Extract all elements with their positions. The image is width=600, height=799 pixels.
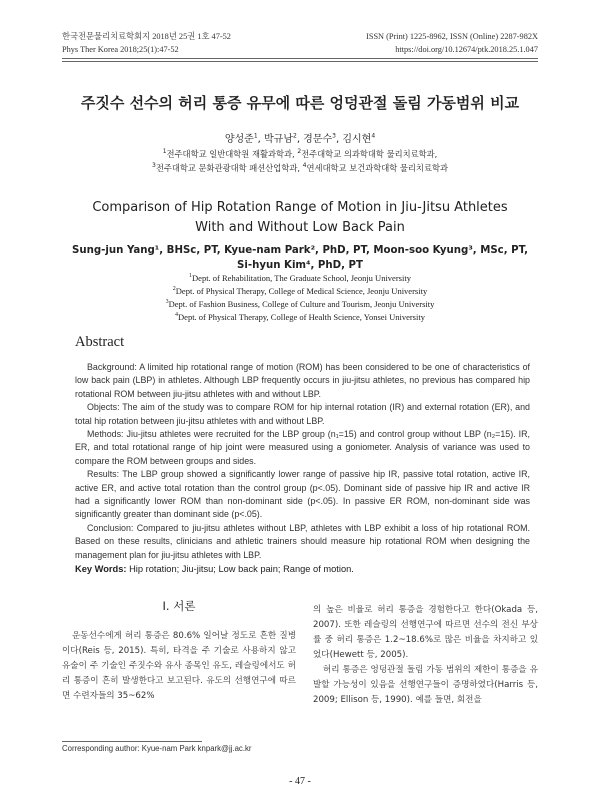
body-paragraph: 운동선수에게 허리 통증은 80.6% 일어날 정도로 흔한 질병이다(Reis 등, 2015). 특히, 타격을 주 기술로 사용하지 않고 유술이 주 기술인 주짓수와 유사 종목인 유도, 레슬링에서도 허리 통증이 흔히 발생한다고 보고된다. 유도의 선행연구에 따르면 수련자들의 35~62% bbox=[62, 631, 296, 701]
korean-affiliation: 연세대학교 보건과학대학 물리치료학과 bbox=[306, 163, 448, 173]
header-rule-2 bbox=[62, 61, 538, 62]
affiliation-text: Dept. of Rehabilitation, The Graduate School, Jeonju University bbox=[192, 273, 411, 283]
abstract-heading: Abstract bbox=[75, 334, 125, 350]
running-header-right bbox=[366, 30, 538, 56]
issn: ISSN (Print) 1225-8962, ISSN (Online) 2287-982X bbox=[366, 32, 538, 41]
english-authors-line-1: Sung-jun Yang¹, BHSc, PT, Kyue-nam Park², PhD, PT, Moon-soo Kyung³, MSc, PT, bbox=[72, 245, 528, 256]
abstract-results: Results: The LBP group showed a significantly lower range of passive hip IR, passive total rotation, active IR, active ER, and active total rotation than the control group (p<.05). Dominant side of passive hip IR and active IR had a significantly lower ROM than non-dominant side (p<.05). In passive ER ROM, non-dominant side was significantly greater than dominant side (p<.05). bbox=[75, 469, 530, 520]
abstract-methods: Methods: Jiu-jitsu athletes were recruited for the LBP group (n₁=15) and control group without LBP (n₂=15). IR, ER, and total rotational range of hip joint were measured using a goniometer. Analysis of variance was used to compare the ROM between groups and sides. bbox=[75, 429, 530, 466]
affil-sup: 4 bbox=[302, 162, 307, 170]
abstract-background: Background: A limited hip rotational range of motion (ROM) has been considered to be one of characteristics of low back pain (LBP) in athletes. Although LBP frequently occurs in jiu-jitsu athletes, no previous has compared hip rotational ROM between jiu-jitsu athletes with and without LBP. bbox=[75, 362, 530, 399]
journal-citation: Phys Ther Korea 2018;25(1):47-52 bbox=[62, 45, 179, 54]
body-column-right bbox=[313, 603, 538, 708]
affil-sup: 3 bbox=[152, 162, 156, 170]
abstract-conclusion: Conclusion: Compared to jiu-jitsu athletes without LBP, athletes with LBP exhibit a loss of hip rotational ROM. Based on these results, clinicians and athletic trainers should measure hip rotational ROM when designing the management plan for jiu-jitsu athletes with LBP. bbox=[75, 522, 530, 560]
english-affiliation bbox=[0, 272, 600, 285]
affil-sup: 4 bbox=[175, 312, 179, 319]
english-authors-line-2: Si-hyun Kim⁴, PhD, PT bbox=[237, 260, 363, 271]
english-affiliation bbox=[0, 285, 600, 298]
doi-link[interactable]: https://doi.org/10.12674/ptk.2018.25.1.047 bbox=[395, 45, 538, 54]
keywords-label: Key Words: bbox=[75, 564, 127, 574]
english-title bbox=[0, 198, 600, 238]
english-affiliation bbox=[0, 298, 600, 311]
running-header-left bbox=[62, 30, 231, 56]
korean-author: 양성준 bbox=[224, 134, 254, 145]
korean-author: 박규남 bbox=[264, 134, 293, 145]
korean-affiliation: 전주대학교 의과학대학 물리치료학과, bbox=[301, 149, 438, 159]
abstract-objects: Objects: The aim of the study was to compare ROM for hip internal rotation (IR) and external rotation (ER), and total hip rotation between jiu-jitsu athletes with and without LBP. bbox=[75, 402, 530, 426]
author-sup: 4 bbox=[371, 132, 376, 140]
keywords-text: Hip rotation; Jiu-jitsu; Low back pain; Range of motion. bbox=[126, 564, 354, 574]
korean-affiliation-line-1 bbox=[0, 148, 600, 161]
body-paragraph: 의 높은 비율로 허리 통증을 경험한다고 한다(Okada 등, 2007). 또한 레슬링의 선행연구에 따르면 선수의 전신 부상률 중 허리 통증은 1.2~18.6%로 많은 비율을 차지하고 있었다(Hewett 등, 2005). bbox=[313, 605, 538, 660]
author-sup: 2 bbox=[292, 132, 297, 140]
korean-author: 경문수 bbox=[303, 134, 333, 145]
english-title-line-2: With and Without Low Back Pain bbox=[195, 220, 405, 235]
korean-title: 주짓수 선수의 허리 통증 유무에 따른 엉덩관절 돌림 가동범위 비교 bbox=[80, 94, 520, 112]
footnote-rule bbox=[62, 741, 202, 742]
korean-author: 김시현 bbox=[342, 134, 372, 145]
header-rule bbox=[62, 58, 538, 59]
english-title-line-1: Comparison of Hip Rotation Range of Motion in Jiu-Jitsu Athletes bbox=[92, 200, 508, 215]
body-column-left bbox=[62, 629, 296, 704]
english-affiliation bbox=[0, 311, 600, 324]
korean-affiliation: 전주대학교 문화관광대학 패션산업학과, bbox=[155, 163, 303, 173]
section-title-introduction: Ⅰ. 서론 bbox=[162, 599, 196, 613]
author-sup: 1 bbox=[253, 132, 258, 140]
affiliation-text: Dept. of Physical Therapy, College of Medical Science, Jeonju University bbox=[175, 286, 428, 296]
affil-sup: 2 bbox=[297, 148, 302, 156]
affil-sup: 3 bbox=[165, 299, 169, 306]
korean-authors: 양성준$^1$, 박규남$^2$, 경문수$^3$, 김시현$^4$ bbox=[224, 132, 376, 145]
affiliation-text: Dept. of Fashion Business, College of Culture and Tourism, Jeonju University bbox=[168, 299, 435, 309]
author-sup: 3 bbox=[332, 132, 336, 140]
affil-sup: 1 bbox=[189, 273, 193, 280]
english-authors bbox=[62, 243, 538, 273]
affil-sup: 2 bbox=[172, 286, 176, 293]
abstract-body bbox=[75, 361, 530, 562]
affil-sup: 1 bbox=[162, 148, 167, 156]
corresponding-author-footnote: Corresponding author: Kyue-nam Park knpark@jj.ac.kr bbox=[62, 744, 252, 753]
journal-name-korean: 한국전문물리치료학회지 2018년 25권 1호 47-52 bbox=[62, 32, 231, 41]
affiliation-text: Dept. of Physical Therapy, College of Health Science, Yonsei University bbox=[178, 312, 425, 322]
body-paragraph: 허리 통증은 엉덩관절 돌림 가동 범위의 제한이 통증을 유발할 가능성이 있음을 선행연구들이 증명하였다(Harris 등, 2009; Ellison 등, 1990). 예를 들면, 회전을 bbox=[313, 665, 538, 705]
keywords bbox=[75, 563, 530, 576]
page-number: - 47 - bbox=[289, 776, 311, 787]
korean-affiliation: 전주대학교 일반대학원 재활과학과, bbox=[166, 149, 298, 159]
korean-affiliation-line-2 bbox=[0, 162, 600, 175]
